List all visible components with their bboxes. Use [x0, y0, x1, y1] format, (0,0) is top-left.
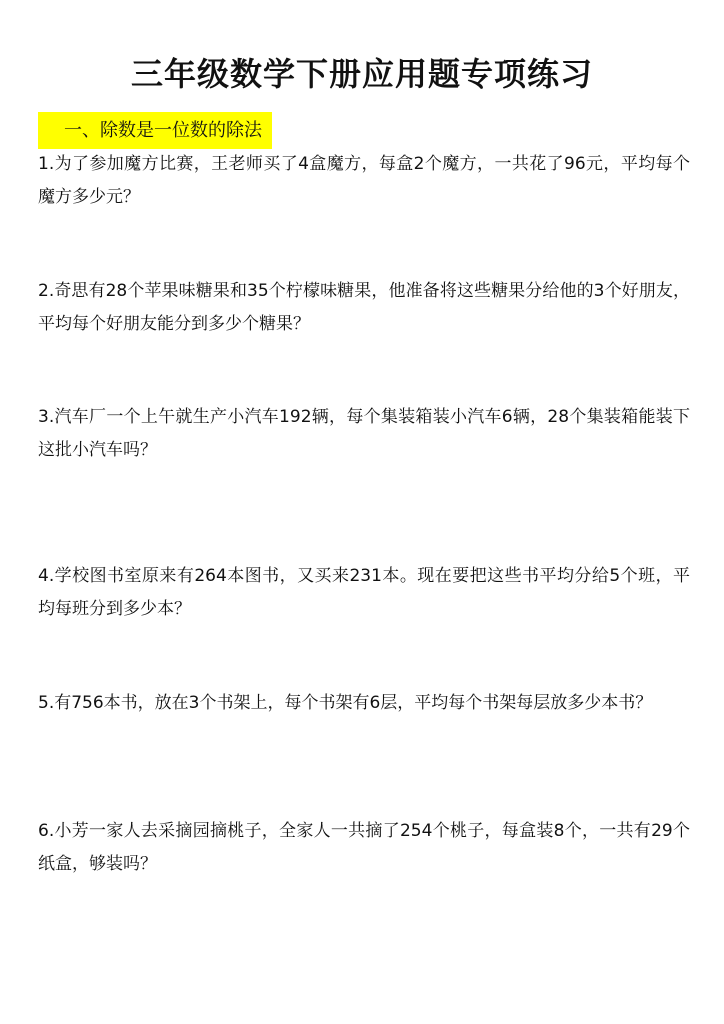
question-6: 6.小芳一家人去采摘园摘桃子，全家人一共摘了254个桃子，每盒装8个，一共有29个纸盒，够装吗？ [38, 821, 690, 874]
question-5: 5.有756本书，放在3个书架上，每个书架有6层，平均每个书架每层放多少本书？ [38, 693, 653, 713]
question-2: 2.奇思有28个苹果味糖果和35个柠檬味糖果，他准备将这些糖果分给他的3个好朋友，平均每个好朋友能分到多少个糖果？ [38, 281, 690, 334]
question-1: 1.为了参加魔方比赛，王老师买了4盒魔方，每盒2个魔方，一共花了96元，平均每个魔方多少元？ [38, 154, 690, 207]
question-4: 4.学校图书室原来有264本图书，又买来231本。现在要把这些书平均分给5个班，平均每班分到多少本？ [38, 566, 690, 619]
page-title: 三年级数学下册应用题专项练习 [130, 55, 593, 93]
section-heading: 一、除数是一位数的除法 [38, 112, 272, 149]
question-3: 3.汽车厂一个上午就生产小汽车192辆，每个集装箱装小汽车6辆，28个集装箱能装下这批小汽车吗？ [38, 407, 690, 460]
